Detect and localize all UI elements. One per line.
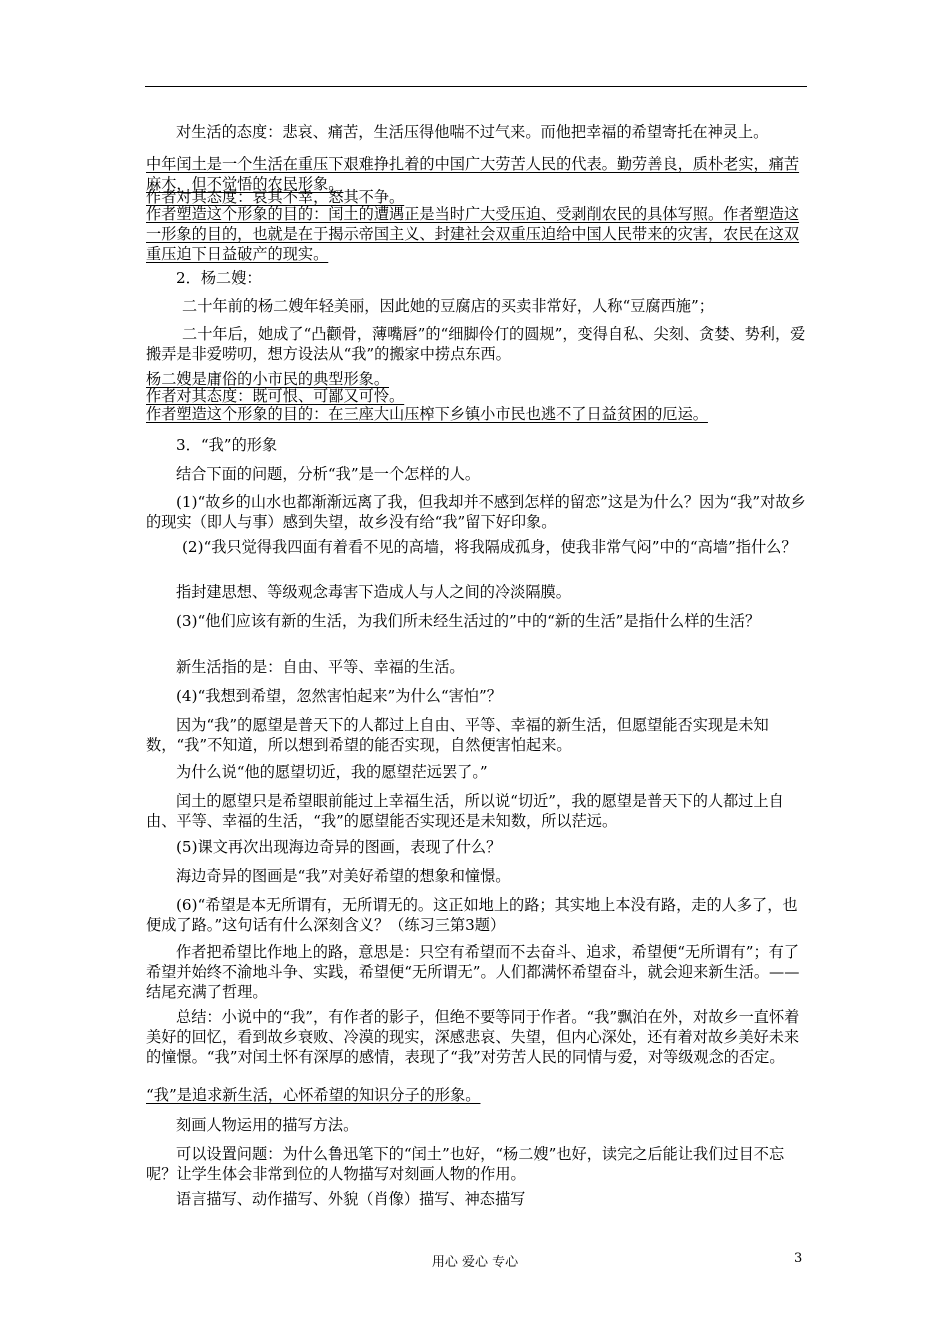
- answer-2: 指封建思想、等级观念毒害下造成人与人之间的冷淡隔膜。: [176, 583, 571, 601]
- question-1: (1)“故乡的山水也都渐渐远离了我，但我却并不感到怎样的留恋”这是为什么？因为“我”对故乡的现实（即人与事）感到失望，故乡没有给“我”留下好印象。: [146, 493, 806, 531]
- paragraph-me-conclusion: “我”是追求新生活，心怀希望的知识分子的形象。: [146, 1086, 481, 1104]
- question-6: (6)“希望是本无所谓有，无所谓无的。这正如地上的路；其实地上本没有路，走的人多了，也便成了路。”这句话有什么深刻含义？（练习三第3题）: [146, 896, 798, 934]
- paragraph-yang-past: 二十年前的杨二嫂年轻美丽，因此她的豆腐店的买卖非常好，人称“豆腐西施”；: [182, 297, 714, 315]
- paragraph-yang-author-attitude: 作者对其态度：既可恨、可鄙又可怜。: [146, 387, 405, 405]
- answer-3: 新生活指的是：自由、平等、幸福的生活。: [176, 658, 465, 676]
- paragraph-attitude: 对生活的态度：悲哀、痛苦，生活压得他喘不过气来。而他把幸福的希望寄托在神灵上。: [176, 123, 769, 141]
- paragraph-me-intro: 结合下面的问题，分析“我”是一个怎样的人。: [176, 465, 481, 483]
- answer-4b: 闰土的愿望只是希望眼前能过上幸福生活，所以说“切近”，我的愿望是普天下的人都过上自由、平等、幸福的生活，“我”的愿望能否实现还是未知数，所以茫远。: [146, 792, 784, 830]
- paragraph-summary: 总结：小说中的“我”，有作者的影子，但绝不要等同于作者。“我”飘泊在外，对故乡一直怀着美好的回忆，看到故乡衰败、冷漠的现实，深感悲哀、失望，但内心深处，还有着对故乡美好未来的憧憬。“我”对闰土怀有深厚的感情，表现了“我”对劳苦人民的同情与爱，对等级观念的否定。: [146, 1008, 800, 1066]
- paragraph-description-question: 可以设置问题：为什么鲁迅笔下的“闰土”也好，“杨二嫂”也好，读完之后能让我们过目不忘呢？让学生体会非常到位的人物描写对刻画人物的作用。: [146, 1145, 785, 1183]
- answer-4: 因为“我”的愿望是普天下的人都过上自由、平等、幸福的新生活，但愿望能否实现是未知数，“我”不知道，所以想到希望的能否实现，自然便害怕起来。: [146, 716, 769, 754]
- paragraph-yang-summary: 杨二嫂是庸俗的小市民的典型形象。: [146, 370, 389, 388]
- paragraph-runtu-author-attitude: 作者对其态度：哀其不幸，怒其不争。: [146, 188, 405, 206]
- answer-6: 作者把希望比作地上的路，意思是：只空有希望而不去奋斗、追求，希望便“无所谓有”；有了希望并始终不渝地斗争、实践，希望便“无所谓无”。人们都满怀希望奋斗，就会迎来新生活。——结尾充满了哲理。: [146, 943, 800, 1001]
- paragraph-description-types: 语言描写、动作描写、外貌（肖像）描写、神态描写: [176, 1190, 526, 1208]
- page-number: 3: [794, 1251, 803, 1266]
- page-footer: 用心 爱心 专心: [431, 1255, 519, 1270]
- heading-description-methods: 刻画人物运用的描写方法。: [176, 1116, 359, 1134]
- answer-5: 海边奇异的图画是“我”对美好希望的想象和憧憬。: [176, 867, 511, 885]
- question-4: (4)“我想到希望，忽然害怕起来”为什么“害怕”？: [176, 687, 502, 705]
- heading-me: 3．“我”的形象: [176, 436, 278, 454]
- header-rule: [145, 86, 807, 87]
- question-3: (3)“他们应该有新的生活，为我们所未经生活过的”中的“新的生活”是指什么样的生活？: [176, 612, 761, 630]
- paragraph-runtu-summary: 中年闰土是一个生活在重压下艰难挣扎着的中国广大劳苦人民的代表。勤劳善良，质朴老实，痛苦麻木，但不觉悟的农民形象。: [146, 155, 800, 193]
- question-4b: 为什么说“他的愿望切近，我的愿望茫远罢了。”: [176, 763, 488, 781]
- paragraph-runtu-purpose: 作者塑造这个形象的目的：闰土的遭遇正是当时广大受压迫、受剥削农民的具体写照。作者塑造这一形象的目的，也就是在于揭示帝国主义、封建社会双重压迫给中国人民带来的灾害，农民在这双重压迫下日益破产的现实。: [146, 205, 800, 263]
- paragraph-yang-purpose: 作者塑造这个形象的目的：在三座大山压榨下乡镇小市民也逃不了日益贫困的厄运。: [146, 405, 708, 423]
- question-5: (5)课文再次出现海边奇异的图画，表现了什么？: [176, 838, 502, 856]
- paragraph-yang-present: 二十年后，她成了“凸颧骨，薄嘴唇”的“细脚伶仃的圆规”，变得自私、尖刻、贪婪、势利，爱搬弄是非爱唠叨，想方设法从“我”的搬家中捞点东西。: [146, 325, 806, 363]
- heading-yang-ersao: 2．杨二嫂：: [176, 269, 262, 287]
- question-2: (2)“我只觉得我四面有着看不见的高墙，将我隔成孤身，使我非常气闷”中的“高墙”指什么？: [182, 538, 797, 556]
